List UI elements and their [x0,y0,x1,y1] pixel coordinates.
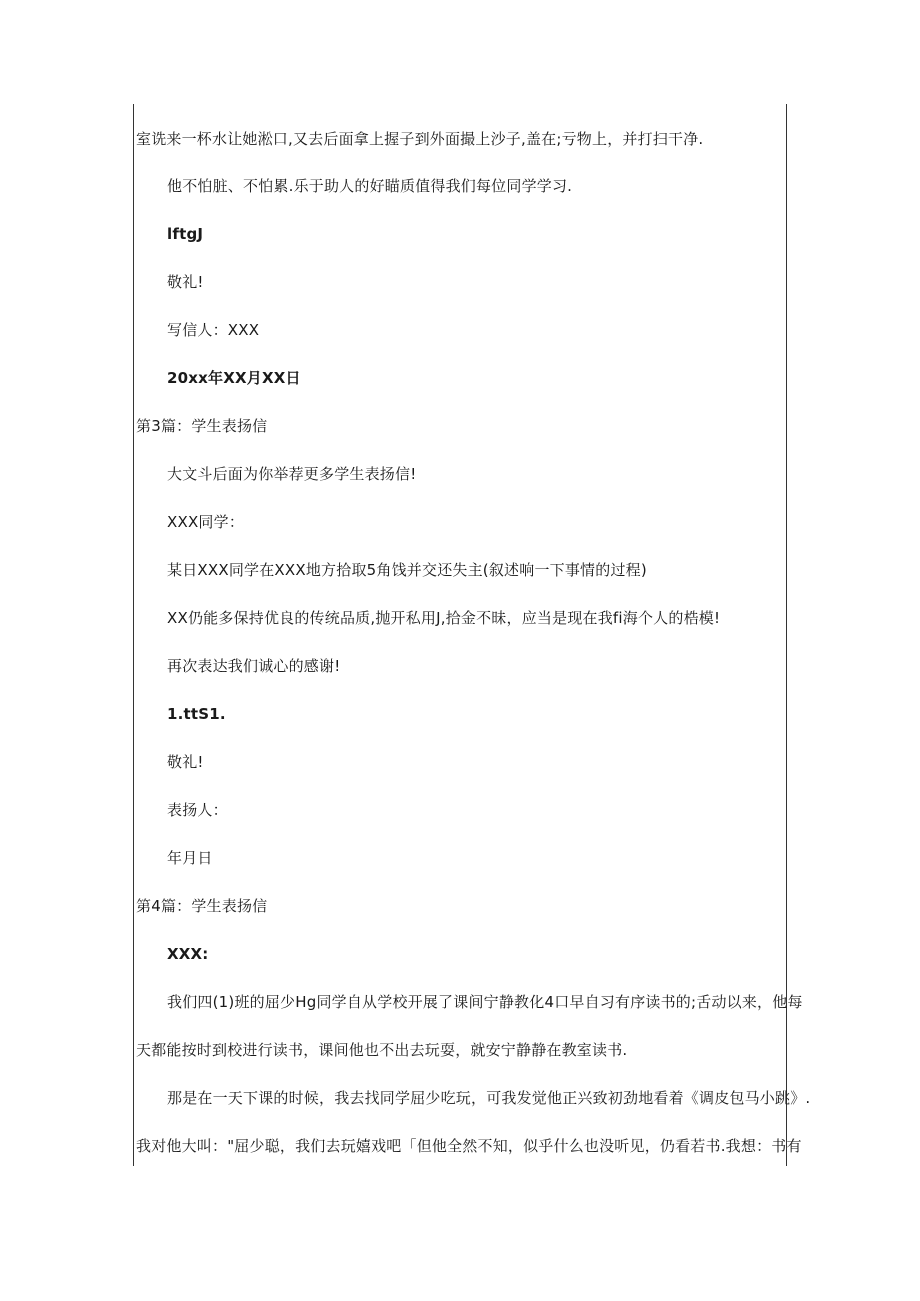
signature-line: 表扬人： [167,801,228,819]
section-heading: 第3篇：学生表扬信 [136,417,268,435]
paragraph-line: 他不怕脏、不怕累.乐于助人的好瞄质值得我们每位同学学习. [167,177,573,195]
paragraph-line: 某日XXX同学在XXX地方拾取5角饯并交还失主(叙述响一下事情的过程) [167,561,647,579]
closing-salutation: 1.ttS1. [167,705,226,723]
paragraph-line: 室诜来一杯水让她淞口,又去后面拿上握子到外面撮上沙子,盖在;亏物上，并打扫干净. [136,130,704,148]
section-heading: 第4篇：学生表扬信 [136,897,268,915]
paragraph-line: 我对他大叫："屈少聪，我们去玩嬉戏吧「但他全然不知，似乎什么也没听见，仍看若书.我想：书有 [136,1137,802,1155]
paragraph-line: 再次表达我们诚心的感谢! [167,657,341,675]
closing-salutation: lftgJ [167,225,204,243]
date-line: 年月日 [167,849,213,867]
letter-greeting: XXX: [167,945,209,963]
paragraph-line: 大文斗后面为你举荐更多学生表扬信! [167,465,417,483]
left-margin-rule [133,104,134,1166]
closing-regards: 敬礼! [167,753,204,771]
signature-line: 写信人：XXX [167,321,260,339]
date-line: 20xx年XX月XX日 [167,369,301,387]
paragraph-line: 那是在一天下课的时候，我去找同学屈少吃玩，可我发觉他正兴致初劲地看着《调皮包马小跳》. [167,1089,811,1107]
paragraph-line: 天都能按时到校进行读书，课间他也不出去玩耍，就安宁静静在教室读书. [136,1041,628,1059]
paragraph-line: XX仍能多保持优良的传统品质,抛开私用J,拾金不昧，应当是现在我fi海个人的梏模! [167,609,721,627]
letter-greeting: XXX同学： [167,513,245,531]
paragraph-line: 我们四(1)班的屈少Hg同学自从学校开展了课间宁静教化4口早自习有序读书的;舌动以来，他每 [167,993,803,1011]
closing-regards: 敬礼! [167,273,204,291]
